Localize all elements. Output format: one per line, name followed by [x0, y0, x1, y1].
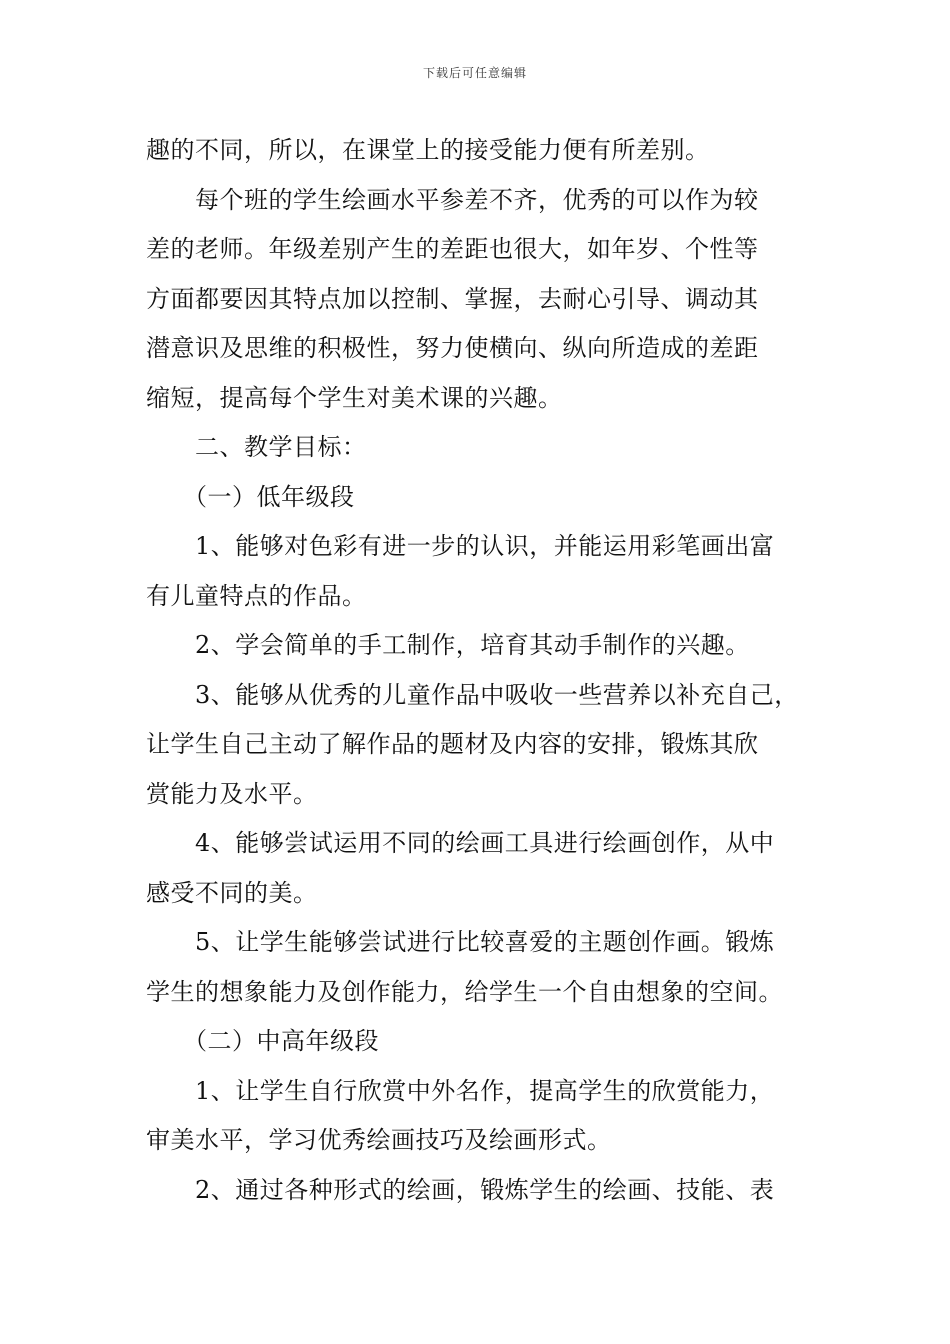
- text-line: 让学生自己主动了解作品的题材及内容的安排，锻炼其欣: [146, 730, 759, 758]
- text-line: 每个班的学生绘画水平参差不齐，优秀的可以作为较: [195, 185, 759, 214]
- text-line: 审美水平，学习优秀绘画技巧及绘画形式。: [146, 1126, 612, 1154]
- text-line: 趣的不同，所以，在课堂上的接受能力便有所差别。: [146, 136, 710, 164]
- list-item: 1、让学生自行欣赏中外名作，提高学生的欣赏能力，: [195, 1076, 775, 1105]
- section-heading: 二、教学目标：: [195, 433, 367, 461]
- subsection-heading: （二）中高年级段: [183, 1027, 379, 1055]
- list-item: 5、让学生能够尝试进行比较喜爱的主题创作画。锻炼: [195, 928, 775, 956]
- list-item: 2、通过各种形式的绘画，锻炼学生的绘画、技能、表: [195, 1175, 775, 1204]
- text-line: 感受不同的美。: [146, 878, 318, 907]
- text-line: 学生的想象能力及创作能力，给学生一个自由想象的空间。: [146, 977, 783, 1006]
- subsection-heading: （一）低年级段: [183, 482, 355, 511]
- text-line: 赏能力及水平。: [146, 779, 318, 808]
- text-line: 方面都要因其特点加以控制、掌握，去耐心引导、调动其: [146, 284, 759, 313]
- text-line: 差的老师。年级差别产生的差距也很大，如年岁、个性等: [146, 235, 759, 263]
- page-header: 下载后可任意编辑: [422, 66, 527, 80]
- list-item: 2、学会简单的手工制作，培育其动手制作的兴趣。: [195, 631, 750, 659]
- list-item: 1、能够对色彩有进一步的认识，并能运用彩笔画出富: [195, 532, 775, 560]
- text-line: 缩短，提高每个学生对美术课的兴趣。: [146, 383, 563, 412]
- list-item: 3、能够从优秀的儿童作品中吸收一些营养以补充自己，: [195, 680, 799, 709]
- text-line: 有儿童特点的作品。: [146, 581, 367, 610]
- list-item: 4、能够尝试运用不同的绘画工具进行绘画创作，从中: [195, 829, 775, 857]
- document-body: [146, 126, 816, 1215]
- text-line: 潜意识及思维的积极性，努力使横向、纵向所造成的差距: [146, 334, 759, 362]
